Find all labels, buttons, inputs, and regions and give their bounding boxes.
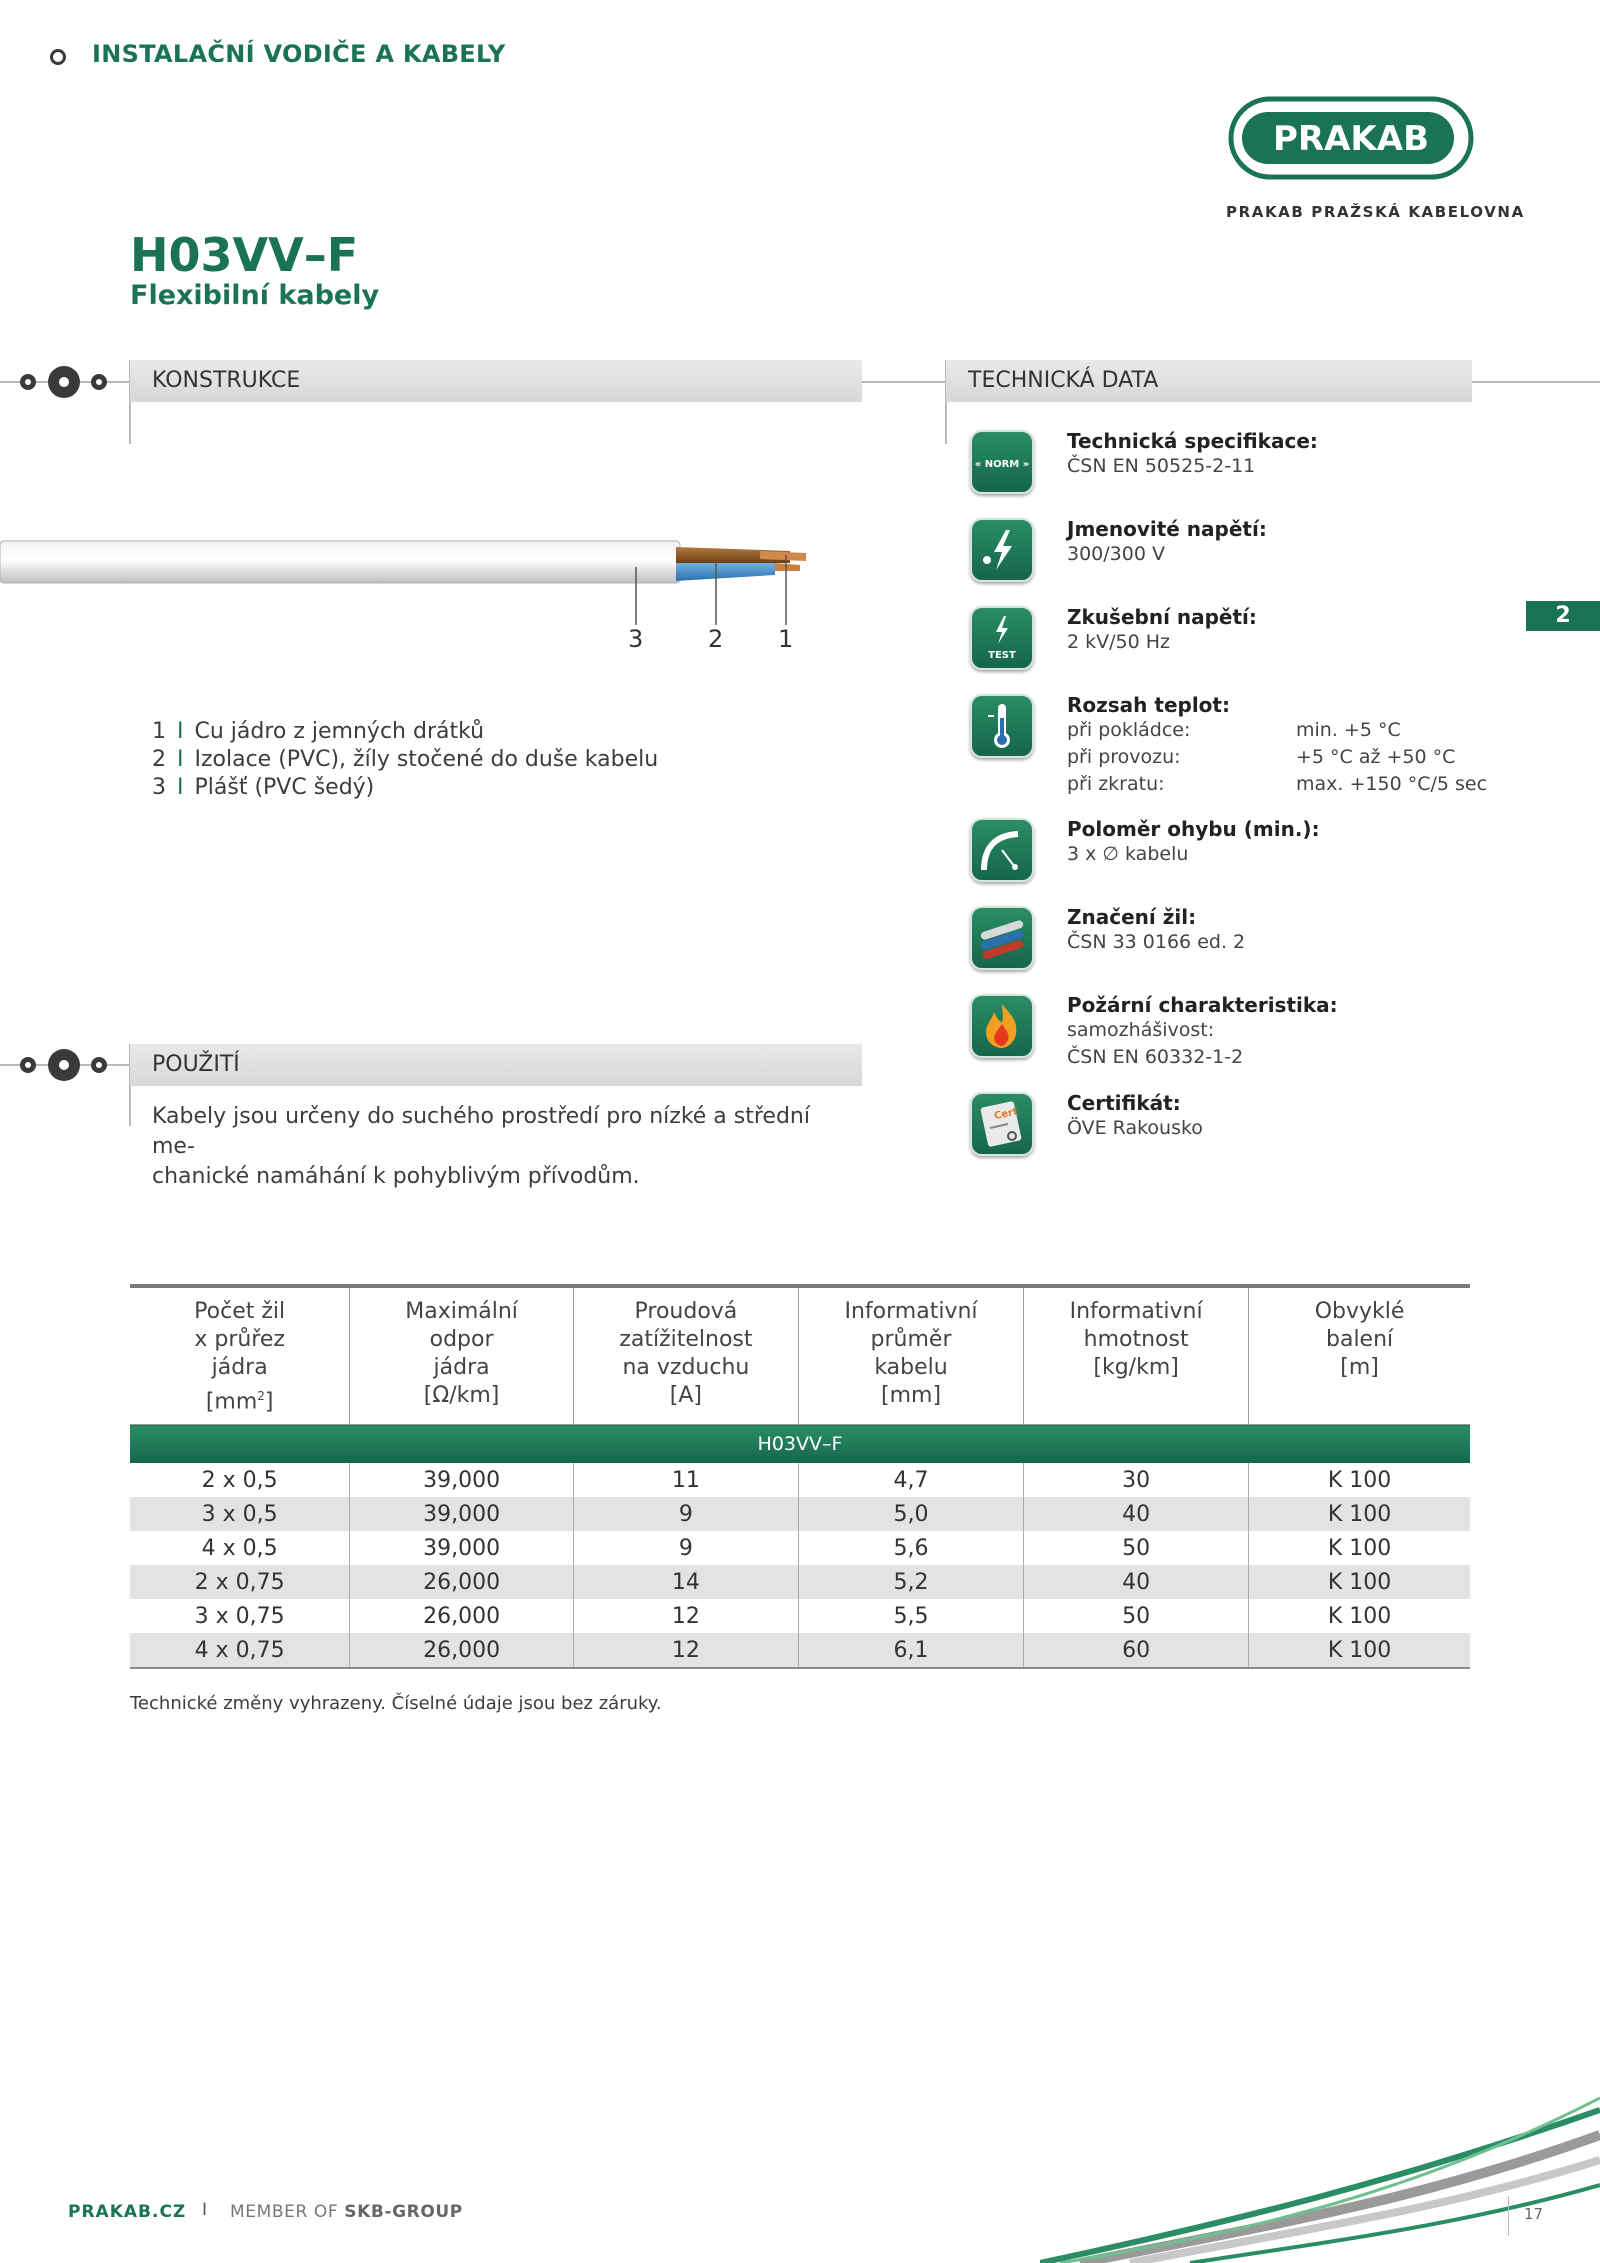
test-icon-label: TEST <box>988 650 1016 661</box>
table-cell: K 100 <box>1249 1497 1470 1531</box>
table-cell: K 100 <box>1249 1633 1470 1668</box>
logo-subtitle: PRAKAB PRAŽSKÁ KABELOVNA <box>1226 203 1525 221</box>
table-row <box>130 1565 1470 1599</box>
core-marking-title: Značení žil: <box>1067 905 1197 929</box>
rated-voltage-title: Jmenovité napětí: <box>1067 517 1267 541</box>
table-row <box>130 1599 1470 1633</box>
table-cell: K 100 <box>1249 1599 1470 1633</box>
table-cell: 4,7 <box>798 1463 1023 1497</box>
legend-separator: I <box>177 775 184 800</box>
table-cell: 50 <box>1024 1599 1249 1633</box>
legend-item <box>152 747 658 772</box>
test-voltage-value: 2 kV/50 Hz <box>1067 631 1171 653</box>
table-cell: 40 <box>1024 1565 1249 1599</box>
column-header: Proudová zatížitelnost na vzduchu [A] <box>573 1286 798 1425</box>
usage-heading: POUŽITÍ <box>130 1044 862 1086</box>
legend-separator: I <box>177 719 184 744</box>
logo-text: PRAKAB <box>1273 119 1429 159</box>
certificate-value: ÖVE Rakousko <box>1067 1117 1203 1139</box>
table-cell: 39,000 <box>350 1497 574 1531</box>
column-header: Obvyklé balení [m] <box>1249 1286 1470 1425</box>
column-header: Počet žil x průřez jádra $[mm^2]$ <box>130 1286 350 1425</box>
footer-member <box>230 2202 463 2222</box>
table-cell: 2 x 0,75 <box>130 1565 350 1599</box>
cable-data-table <box>130 1284 1470 1669</box>
footer-separator: I <box>202 2200 208 2220</box>
chapter-tab[interactable]: 2 <box>1526 601 1600 631</box>
legend-number: 1 <box>152 719 166 744</box>
core-marking-icon <box>970 906 1034 970</box>
core-marking-value: ČSN 33 0166 ed. 2 <box>1067 931 1246 953</box>
table-cell: 9 <box>573 1531 798 1565</box>
temperature-row-label: při zkratu: <box>1067 773 1165 795</box>
callout-1: 1 <box>778 625 794 653</box>
usage-text-line: chanické namáhání k pohyblivým přívodům. <box>152 1164 640 1189</box>
cable-decoration <box>1040 2090 1600 2263</box>
table-cell: 40 <box>1024 1497 1249 1531</box>
callout-2: 2 <box>708 625 724 653</box>
divider-line <box>1472 381 1600 383</box>
table-cell: 26,000 <box>350 1633 574 1668</box>
norm-icon <box>970 430 1034 494</box>
footer-brand-link[interactable]: PRAKAB.CZ <box>68 2202 187 2222</box>
technical-heading: TECHNICKÁ DATA <box>946 360 1472 402</box>
bolt-icon <box>91 1057 107 1073</box>
norm-icon-label: « NORM » <box>974 459 1030 470</box>
table-header-row <box>130 1286 1470 1425</box>
table-group-band <box>130 1425 1470 1464</box>
legend-item <box>152 775 374 800</box>
table-cell: 14 <box>573 1565 798 1599</box>
table-cell: 9 <box>573 1497 798 1531</box>
certificate-icon <box>970 1092 1034 1156</box>
table-cell: 2 x 0,5 <box>201 1467 278 1493</box>
voltage-icon <box>970 518 1034 582</box>
section-bullet-icon <box>50 49 66 65</box>
prakab-logo <box>1228 96 1474 180</box>
table-cell: K 100 <box>1249 1531 1470 1565</box>
table-row <box>130 1531 1470 1565</box>
table-cell: 4 x 0,5 <box>201 1535 278 1561</box>
product-subtitle: Flexibilní kabely <box>130 280 380 311</box>
page-number: 17 <box>1524 2205 1544 2223</box>
table-cell: K 100 <box>1249 1463 1470 1497</box>
table-cell: 39,000 <box>350 1531 574 1565</box>
table-cell: 4 x 0,75 <box>130 1633 350 1668</box>
table-cell: 5,5 <box>798 1599 1023 1633</box>
certificate-title: Certifikát: <box>1067 1091 1181 1115</box>
legend-number: 2 <box>152 747 166 772</box>
thermometer-icon <box>970 694 1034 758</box>
callout-3: 3 <box>628 625 644 653</box>
legend-number: 3 <box>152 775 166 800</box>
temperature-row-label: při provozu: <box>1067 746 1181 768</box>
bend-radius-icon <box>970 818 1034 882</box>
table-row <box>130 1497 1470 1531</box>
table-cell: 50 <box>1024 1531 1249 1565</box>
test-voltage-title: Zkušební napětí: <box>1067 605 1257 629</box>
footer-member-group: SKB-GROUP <box>344 2202 463 2222</box>
bolt-icon <box>48 366 80 398</box>
table-row <box>130 1633 1470 1668</box>
fire-title: Požární charakteristika: <box>1067 993 1338 1017</box>
table-cell: 3 x 0,5 <box>130 1497 350 1531</box>
column-header: Informativní hmotnost [kg/km] <box>1024 1286 1249 1425</box>
column-header: Informativní průměr kabelu [mm] <box>798 1286 1023 1425</box>
footer-member-prefix: MEMBER OF <box>230 2202 339 2222</box>
usage-text-line: Kabely jsou určeny do suchého prostředí pro nízké a střední me- <box>152 1104 810 1159</box>
section-title: INSTALAČNÍ VODIČE A KABELY <box>92 40 506 68</box>
table-cell: 60 <box>1024 1633 1249 1668</box>
construction-heading: KONSTRUKCE <box>130 360 862 402</box>
bolt-icon <box>20 1057 36 1073</box>
bolt-icon <box>91 374 107 390</box>
spec-value: ČSN EN 50525-2-11 <box>1067 455 1256 477</box>
temperature-row-value: max. +150 °C/5 sec <box>1296 773 1488 795</box>
cert-icon-label: Cert <box>993 1106 1019 1123</box>
table-cell: 5,6 <box>798 1531 1023 1565</box>
legend-text: Cu jádro z jemných drátků <box>194 719 485 744</box>
table-cell: 39,000 <box>350 1463 574 1497</box>
fire-standard: ČSN EN 60332-1-2 <box>1067 1046 1244 1068</box>
temperature-row-value: +5 °C až +50 °C <box>1296 746 1456 768</box>
temperature-title: Rozsah teplot: <box>1067 693 1230 717</box>
temperature-row-label: při pokládce: <box>1067 719 1191 741</box>
table-cell: 5,0 <box>798 1497 1023 1531</box>
legend-item <box>152 719 484 744</box>
table-cell: 11 <box>573 1463 798 1497</box>
bolt-icon <box>20 374 36 390</box>
table-cell: 5,2 <box>798 1565 1023 1599</box>
column-header: Maximální odpor jádra [Ω/km] <box>350 1286 574 1425</box>
table-cell: 3 x 0,75 <box>194 1603 285 1629</box>
table-cell: 26,000 <box>350 1599 574 1633</box>
fire-icon <box>970 994 1034 1058</box>
footer-divider <box>1508 2196 1509 2236</box>
table-cell: 12 <box>573 1599 798 1633</box>
table-cell: 6,1 <box>798 1633 1023 1668</box>
group-band-label: H03VV–F <box>130 1425 1470 1464</box>
fire-value: samozhášivost: <box>1067 1019 1215 1041</box>
legend-text: Izolace (PVC), žíly stočené do duše kabelu <box>194 747 659 772</box>
cable-illustration <box>0 455 905 655</box>
test-voltage-icon <box>970 606 1034 670</box>
product-code: H03VV–F <box>130 228 359 282</box>
rated-voltage-value: 300/300 V <box>1067 543 1165 565</box>
disclaimer: Technické změny vyhrazeny. Číselné údaje jsou bez záruky. <box>130 1693 662 1714</box>
spec-title: Technická specifikace: <box>1067 429 1318 453</box>
table-cell: K 100 <box>1249 1565 1470 1599</box>
divider-line <box>862 381 946 383</box>
table-row <box>130 1463 1470 1497</box>
table-cell: 26,000 <box>350 1565 574 1599</box>
usage-text <box>152 1102 852 1192</box>
bolt-icon <box>48 1049 80 1081</box>
bend-radius-title: Poloměr ohybu (min.): <box>1067 817 1320 841</box>
legend-text: Plášť (PVC šedý) <box>194 775 375 800</box>
table-cell: 30 <box>1024 1463 1249 1497</box>
legend-separator: I <box>177 747 184 772</box>
temperature-row-value: min. +5 °C <box>1296 719 1401 741</box>
bend-radius-value: 3 x ∅ kabelu <box>1067 843 1189 865</box>
table-cell: 12 <box>573 1633 798 1668</box>
